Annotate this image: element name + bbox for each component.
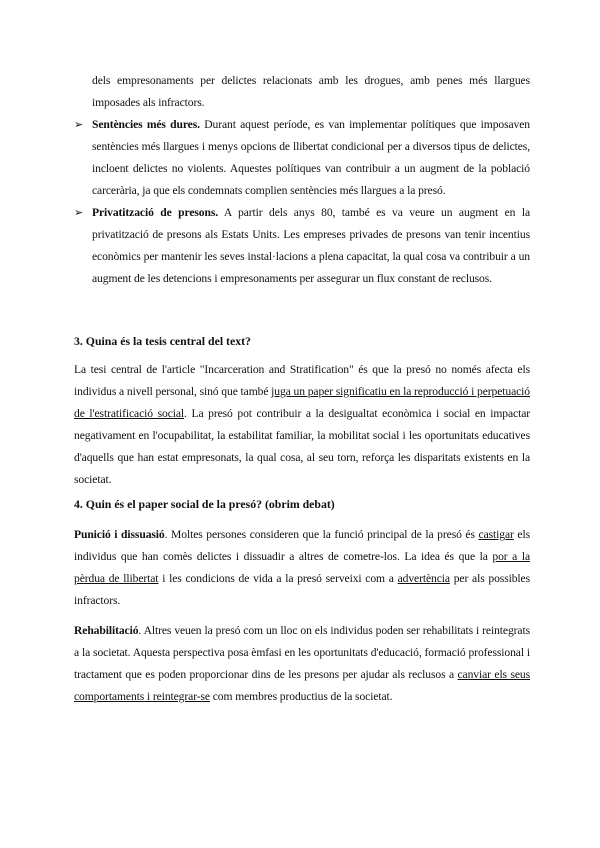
underlined-text: canviar els seus comportaments i reintegrar-se [74, 668, 531, 703]
underlined-text: castigar [478, 528, 514, 541]
section-4-heading: 4. Quin és el paper social de la presó? (obrim debat) [74, 497, 335, 511]
rehabilitacio-paragraph [74, 620, 530, 708]
bullet-text [92, 114, 530, 202]
bullet-body: Durant aquest període, es van implementar polítiques que imposaven sentències més llargues i menys opcions de llibertat condicional per a diversos tipus de delictes, incloent delictes no violents. Aquestes polítiques van contribuir a un augment de la població carcerària, ja que els condemnats complien sentències més llargues a la presó. [92, 118, 531, 197]
intro-continuation: dels empresonaments per delictes relacionats amb les drogues, amb penes més llargues imposades als infractors. [92, 74, 530, 109]
bullet-title: Privatització de presons. [92, 206, 219, 219]
arrow-bullet-icon: ➢ [74, 206, 84, 219]
underlined-text: juga un paper significatiu en la reproducció i perpetuació de l'estratificació social [74, 385, 530, 420]
underlined-text: advertència [397, 572, 450, 585]
bullet-item-privatitzacio [74, 202, 530, 290]
paragraph-text: com membres productius de la societat. [209, 690, 393, 703]
paragraph-text: per als possibles infractors. [74, 572, 531, 607]
section-3-heading: 3. Quina és la tesis central del text? [74, 334, 251, 348]
underlined-text: por a la pèrdua de llibertat [74, 550, 530, 585]
bullet-body: A partir dels anys 80, també es va veure un augment en la privatització de presons als Estats Units. Les empreses privades de presons van tenir incentius econòmics per mantenir les seves instal·lacions a plena capacitat, la qual cosa va contribuir a un augment de les detencions i empresonaments per assegurar un flux constant de reclusos. [92, 206, 530, 285]
punicio-paragraph [74, 524, 530, 612]
section-3-paragraph [74, 359, 530, 491]
paragraph-text: i les condicions de vida a la presó serveixi com a [158, 572, 398, 585]
paragraph-text: La tesi central de l'article "Incarceration and Stratification" és que la presó no només afecta els individus a nivell personal, sinó que també [74, 363, 530, 398]
bullet-text [92, 202, 530, 290]
bullet-title: Sentències més dures. [92, 118, 200, 131]
paragraph-text: . Moltes persones consideren que la funció principal de la presó és [164, 528, 479, 541]
paragraph-text: . La presó pot contribuir a la desigualtat econòmica i social en impactar negativament en l'ocupabilitat, la estabilitat familiar, la mobilitat social i les oportunitats educatives d'aquells que han estat empresonats, la qual cosa, al seu torn, reforça les disparitats existents en la societat. [74, 407, 531, 486]
arrow-bullet-icon: ➢ [74, 118, 84, 131]
paragraph-text: . Altres veuen la presó com un lloc on els individus poden ser rehabilitats i reintegrats a la societat. Aquesta perspectiva posa èmfasi en les oportunitats d'educació, formació professional i tractament que es poden proporcionar dins de les presons per ajudar als reclusos a [74, 624, 530, 681]
bullet-list [74, 70, 530, 290]
paragraph-text: els individus que han comès delictes i dissuadir a altres de cometre-los. La idea és que la [74, 528, 530, 563]
paragraph-title: Punició i dissuasió [74, 528, 165, 541]
paragraph-title: Rehabilitació [74, 624, 139, 637]
bullet-item-sentencies [74, 114, 530, 202]
